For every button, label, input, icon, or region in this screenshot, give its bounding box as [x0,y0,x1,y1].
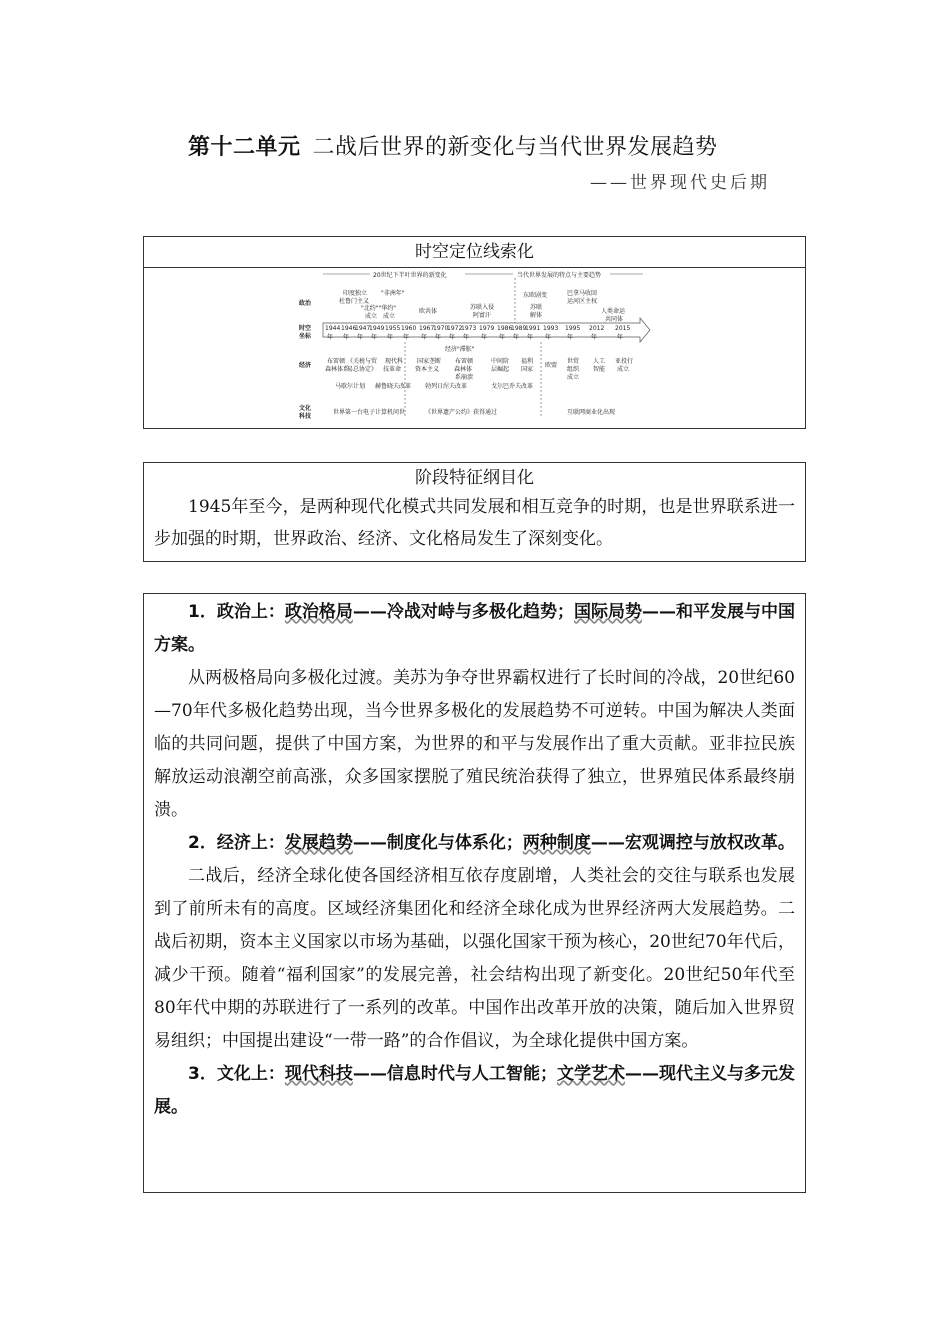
tl-row-time-a: 时空 [299,325,312,332]
tl-econ: 中间阶 [491,358,510,365]
tl-pol: 人类命运 [601,308,626,315]
tl-pol: 阿富汗 [473,312,492,319]
tl-year-suffix: 年 [499,334,506,341]
tl-header-left: 20世纪下半叶世界的新变化 [373,272,447,279]
tl-header-right: 当代世界发展的特点与主要趋势 [517,272,602,279]
s1-d: 国际局势 [573,602,642,622]
tl-year-suffix: 年 [463,334,470,341]
tl-year: 1947 [355,325,371,332]
tl-year-suffix: 年 [435,334,442,341]
tl-econ: 现代科 [385,358,404,365]
tl-year: 1986 [497,325,513,332]
section-2-heading [144,827,805,860]
tl-econ: 技革命 [383,366,402,373]
tl-pol: 印度独立 [343,290,368,297]
tl-econ: 国家 [521,366,534,373]
tl-year: 1979 [479,325,495,332]
s3-num: 3． [188,1064,217,1084]
s1-a: 政治上： [216,602,285,622]
tl-year-suffix: 年 [357,334,364,341]
tl-econ: 布雷顿 [327,358,346,365]
tl-year-suffix: 年 [591,334,598,341]
tl-year: 1970 [433,325,449,332]
tl-pol: 杜鲁门主义 [339,298,370,305]
section-1-heading [144,596,805,662]
tl-pol: 运河区主权 [567,298,598,305]
tl-econ: 森林体 [454,366,473,373]
page-title [188,130,718,161]
tl-year-suffix: 年 [403,334,410,341]
timeline-heading: 时空定位线索化 [144,237,805,268]
s1-num: 1． [188,602,217,622]
tl-pol: 欧共体 [419,308,438,315]
tl-year: 1955 [385,325,401,332]
tl-year-suffix: 年 [327,334,334,341]
s2-num: 2． [188,833,217,853]
tl-econ-bottom: 马歇尔计划 [335,383,366,390]
stage-features-text: 1945年至今，是两种现代化模式共同发展和相互竞争的时期，也是世界联系进一步加强的时期，世界政治、经济、文化格局发生了深刻变化。 [154,497,795,549]
timeline-chart [295,268,655,423]
unit-label: 第十二单元 [188,135,301,160]
tl-row-culture-b: 科技 [299,413,312,420]
tl-pol: "北约""华约" [361,305,397,312]
tl-culture: 互联网商业化出现 [567,409,616,416]
tl-econ: 层崛起 [491,366,510,373]
section-1-body: 从两极格局向多极化过渡。美苏为争夺世界霸权进行了长时间的冷战，20世纪60—70年代多极化趋势出现，当今世界多极化的发展趋势不可逆转。中国为解决人类面临的共同问题，提供了中国方案，为世界的和平与发展作出了重大贡献。亚非拉民族解放运动浪潮空前高涨，众多国家摆脱了殖民统治获得了独立，世界殖民体系最终崩溃。 [154,668,795,820]
tl-econ: 欧盟 [545,362,558,369]
tl-econ: 国家垄断 [417,358,442,365]
tl-year-suffix: 年 [387,334,394,341]
s3-c: ——信息时代与人工智能； [352,1064,557,1084]
tl-row-economy: 经济 [299,362,312,369]
tl-econ-bottom: 戈尔巴乔夫改革 [491,383,534,390]
s3-b: 现代科技 [284,1064,353,1084]
section-3-heading [144,1058,805,1124]
s2-e: ——宏观调控与放权改革。 [590,833,795,853]
tl-row-time-b: 坐标 [299,333,312,340]
tl-pol: 东欧剧变 [523,292,548,299]
tl-year: 1967 [419,325,435,332]
tl-year-suffix: 年 [617,334,624,341]
tl-pol: "非洲年" [381,290,405,297]
s3-a: 文化上： [216,1064,285,1084]
tl-year: 1949 [369,325,385,332]
details-box [143,593,806,1193]
tl-year: 1960 [401,325,417,332]
tl-year: 1972 [447,325,463,332]
s2-d: 两种制度 [522,833,591,853]
tl-year: 1944 [325,325,341,332]
tl-econ: 世贸 [567,358,580,365]
s2-a: 经济上： [216,833,285,853]
tl-year-suffix: 年 [545,334,552,341]
tl-year-suffix: 年 [449,334,456,341]
tl-year: 1995 [565,325,581,332]
tl-econ: 资本主义 [415,366,440,373]
tl-year: 1973 [461,325,477,332]
tl-econ: 人工 [593,358,606,365]
tl-pol: 共同体 [605,316,624,323]
tl-pol: 解体 [530,312,543,319]
s2-c: ——制度化与体系化； [352,833,523,853]
s2-b: 发展趋势 [284,833,353,853]
tl-year: 1989 [511,325,527,332]
tl-culture: 世界第一台电子计算机问世 [333,409,406,416]
tl-econ-bottom: 勃列日涅夫改革 [425,383,468,390]
tl-econ: 福利 [521,358,534,365]
tl-year-suffix: 年 [527,334,534,341]
s1-e: ——和平发展与中国方案。 [154,602,796,655]
tl-year-suffix: 年 [421,334,428,341]
tl-year-suffix: 年 [481,334,488,341]
tl-year: 1991 [525,325,541,332]
tl-year-suffix: 年 [371,334,378,341]
tl-econ: 成立 [617,366,630,373]
page-subtitle: ——世界现代史后期 [590,173,770,193]
tl-pol: 苏联 [530,304,543,311]
tl-year: 1993 [543,325,559,332]
tl-pol: 苏联入侵 [470,304,495,311]
tl-econ: 系崩溃 [455,374,474,381]
tl-econ: 森林体系 [325,366,350,373]
stage-features-heading: 阶段特征纲目化 [415,468,534,488]
tl-year-suffix: 年 [567,334,574,341]
tl-econ: 易总协定》 [347,366,378,373]
tl-year-suffix: 年 [513,334,520,341]
s1-b: 政治格局 [284,602,353,622]
tl-year: 2015 [615,325,631,332]
tl-econ-top: 经济"滞胀" [445,346,475,353]
tl-row-culture-a: 文化 [299,405,312,412]
tl-econ: 组织 [567,366,580,373]
tl-econ: 亚投行 [615,358,634,365]
s3-d: 文学艺术 [556,1064,625,1084]
unit-title: 二战后世界的新变化与当代世界发展趋势 [312,135,718,160]
tl-year: 1946 [341,325,357,332]
s3-e: ——现代主义与多元发展。 [154,1064,796,1117]
tl-year: 2012 [589,325,605,332]
tl-econ: 布雷顿 [455,358,474,365]
s1-c: ——冷战对峙与多极化趋势； [352,602,574,622]
tl-econ: 成立 [567,374,580,381]
tl-econ: 《关税与贸 [347,358,378,365]
tl-econ: 智能 [593,366,606,373]
tl-year-suffix: 年 [343,334,350,341]
section-2-body: 二战后，经济全球化使各国经济相互依存度剧增，人类社会的交往与联系也发展到了前所未有的高度。区域经济集团化和经济全球化成为世界经济两大发展趋势。二战后初期，资本主义国家以市场为基础，以强化国家干预为核心，20世纪70年代后，减少干预。随着“福利国家”的发展完善，社会结构出现了新变化。20世纪50年代至80年代中期的苏联进行了一系列的改革。中国作出改革开放的决策，随后加入世界贸易组织；中国提出建设“一带一路”的合作倡议，为全球化提供中国方案。 [154,866,795,1051]
tl-row-politics: 政治 [299,300,312,307]
tl-pol: 成立 成立 [365,313,396,320]
tl-pol: 巴拿马收回 [567,290,598,297]
tl-econ-bottom: 赫鲁晓夫改革 [375,383,412,390]
tl-culture: 《世界遗产公约》获得通过 [425,409,498,416]
stage-features-box [143,462,806,562]
